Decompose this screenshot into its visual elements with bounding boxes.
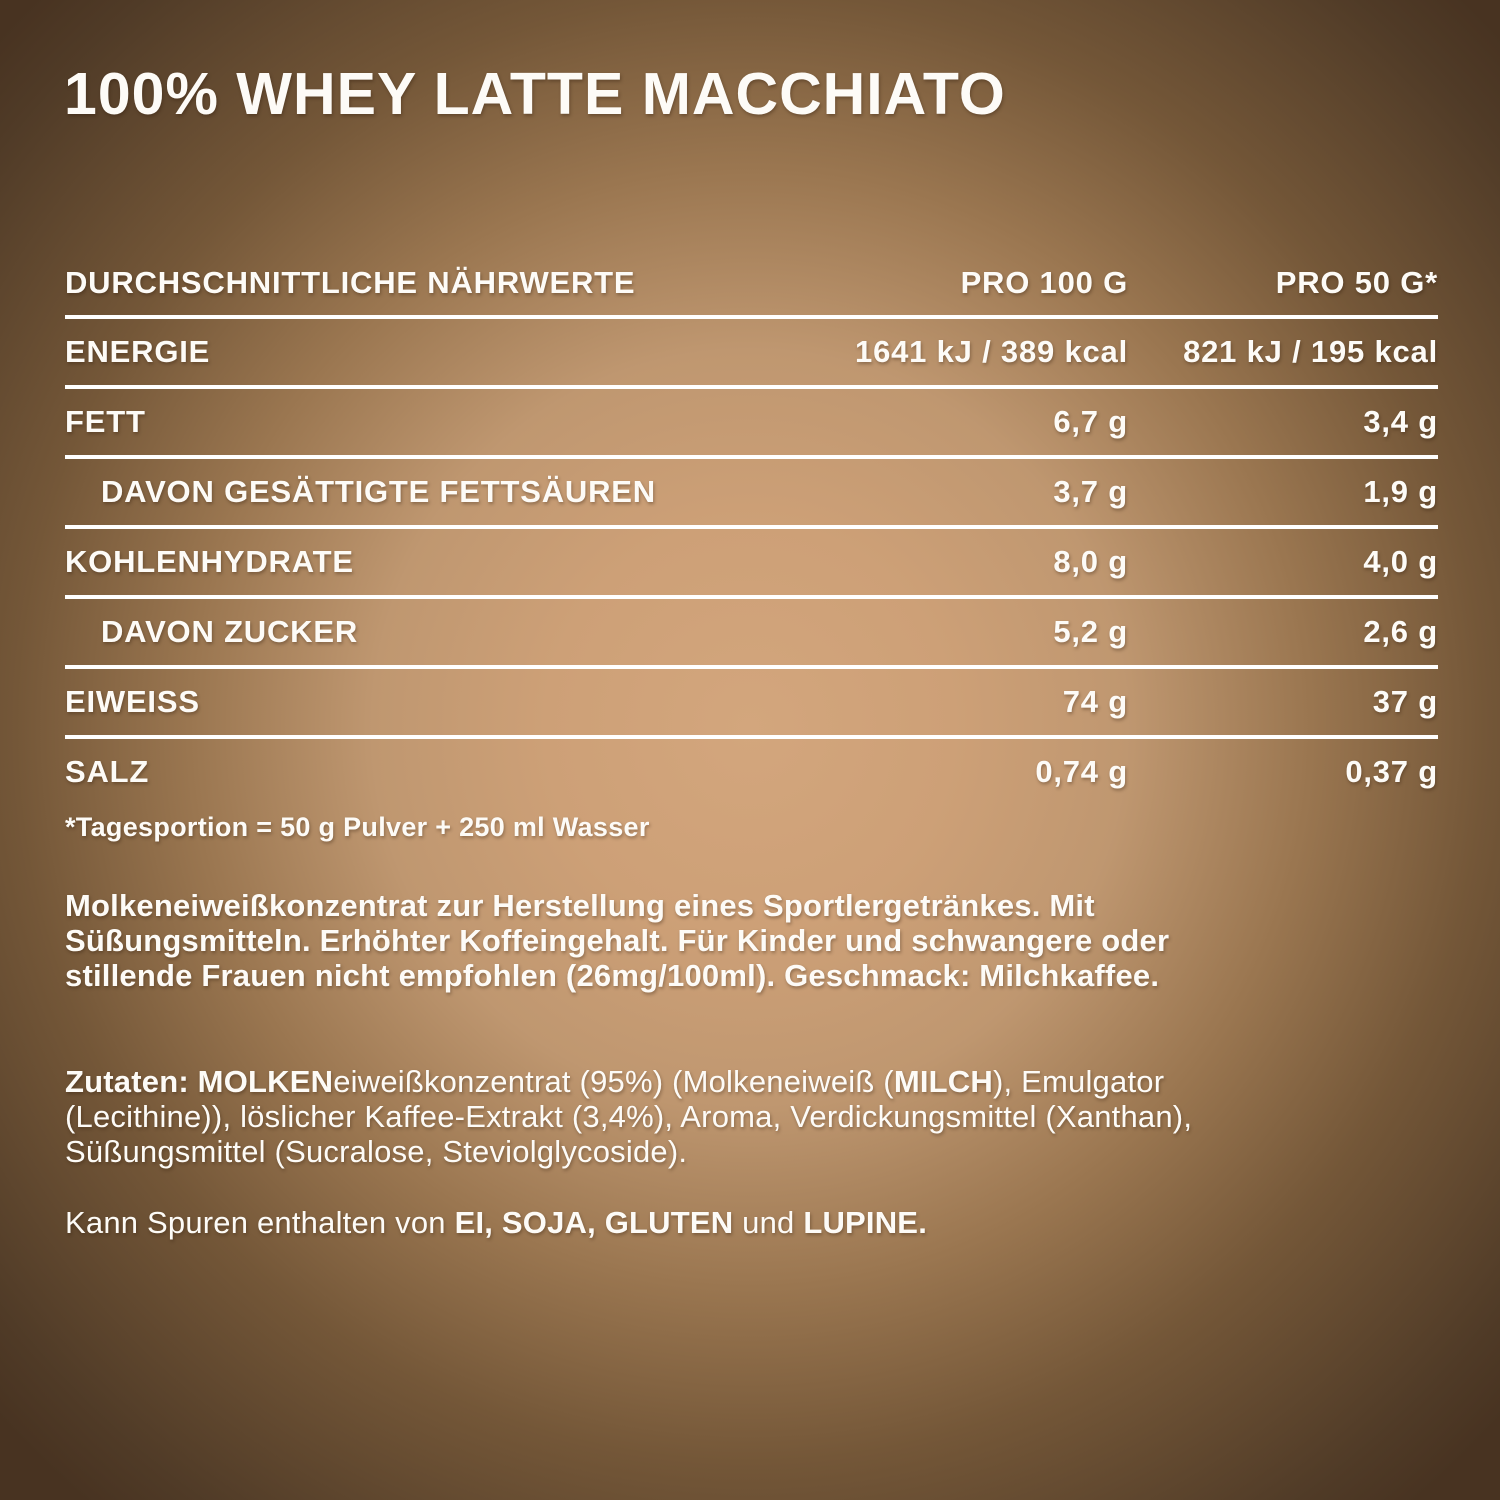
text-line: Molkeneiweißkonzentrat zur Herstellung eines Sportlergetränkes. Mit xyxy=(65,888,1095,923)
value-per-100g: 5,2 g xyxy=(1053,614,1128,649)
regular-text: und xyxy=(733,1205,804,1240)
nutrient-label: DAVON ZUCKER xyxy=(101,614,359,649)
nutrient-label: EIWEISS xyxy=(65,684,200,719)
text-line: stillende Frauen nicht empfohlen (26mg/100ml). Geschmack: Milchkaffee. xyxy=(65,958,1160,993)
regular-text: ), Emulgator xyxy=(992,1064,1165,1099)
text-line xyxy=(65,1134,1450,1169)
nutrition-table-body xyxy=(65,319,1438,805)
ingredients-text xyxy=(65,1064,1450,1169)
emphasized-text: Zutaten: MOLKEN xyxy=(65,1064,334,1099)
value-per-50g: 3,4 g xyxy=(1363,404,1438,439)
nutrient-label: KOHLENHYDRATE xyxy=(65,544,354,579)
value-per-50g: 37 g xyxy=(1372,684,1438,719)
emphasized-text: MILCH xyxy=(893,1064,993,1099)
column-header-per-50g: PRO 50 G* xyxy=(1275,264,1438,300)
nutrient-label: DAVON GESÄTTIGTE FETTSÄUREN xyxy=(101,474,656,509)
text-line xyxy=(65,1205,1450,1240)
column-header-per-100g: PRO 100 G xyxy=(960,264,1128,300)
value-per-100g: 6,7 g xyxy=(1053,404,1128,439)
regular-text: (Lecithine)), löslicher Kaffee-Extrakt (3,4%), Aroma, Verdickungsmittel (Xanthan), xyxy=(65,1099,1193,1134)
table-row xyxy=(65,739,1438,805)
text-line xyxy=(65,1099,1450,1134)
nutrient-label: SALZ xyxy=(65,754,150,789)
value-per-100g: 0,74 g xyxy=(1035,754,1128,789)
value-per-50g: 821 kJ / 195 kcal xyxy=(1183,334,1438,369)
nutrient-label: FETT xyxy=(65,404,146,439)
value-per-100g: 8,0 g xyxy=(1053,544,1128,579)
table-row xyxy=(65,599,1438,669)
value-per-100g: 1641 kJ / 389 kcal xyxy=(855,334,1128,369)
table-row xyxy=(65,319,1438,389)
table-row xyxy=(65,459,1438,529)
nutrition-table-header xyxy=(65,250,1438,319)
value-per-100g: 3,7 g xyxy=(1053,474,1128,509)
table-row xyxy=(65,389,1438,459)
value-per-50g: 0,37 g xyxy=(1345,754,1438,789)
column-header-nutrients: DURCHSCHNITTLICHE NÄHRWERTE xyxy=(65,264,636,300)
text-line xyxy=(65,1064,1450,1099)
serving-footnote: *Tagesportion = 50 g Pulver + 250 ml Wasser xyxy=(65,812,650,842)
table-row xyxy=(65,669,1438,739)
allergen-notice xyxy=(65,1205,1450,1240)
value-per-50g: 1,9 g xyxy=(1363,474,1438,509)
value-per-100g: 74 g xyxy=(1062,684,1128,719)
emphasized-text: LUPINE. xyxy=(803,1205,928,1240)
regular-text: eiweißkonzentrat (95%) (Molkeneiweiß ( xyxy=(333,1064,894,1099)
regular-text: Kann Spuren enthalten von xyxy=(65,1205,455,1240)
product-title: 100% WHEY LATTE MACCHIATO xyxy=(64,61,1006,127)
value-per-50g: 4,0 g xyxy=(1363,544,1438,579)
product-description xyxy=(65,888,1450,993)
regular-text: Süßungsmittel (Sucralose, Steviolglycoside). xyxy=(65,1134,688,1169)
emphasized-text: EI, SOJA, GLUTEN xyxy=(454,1205,734,1240)
nutrition-table xyxy=(65,250,1438,805)
value-per-50g: 2,6 g xyxy=(1363,614,1438,649)
text-line: Süßungsmitteln. Erhöhter Koffeingehalt. Für Kinder und schwangere oder xyxy=(65,923,1170,958)
nutrient-label: ENERGIE xyxy=(65,334,211,369)
table-row xyxy=(65,529,1438,599)
